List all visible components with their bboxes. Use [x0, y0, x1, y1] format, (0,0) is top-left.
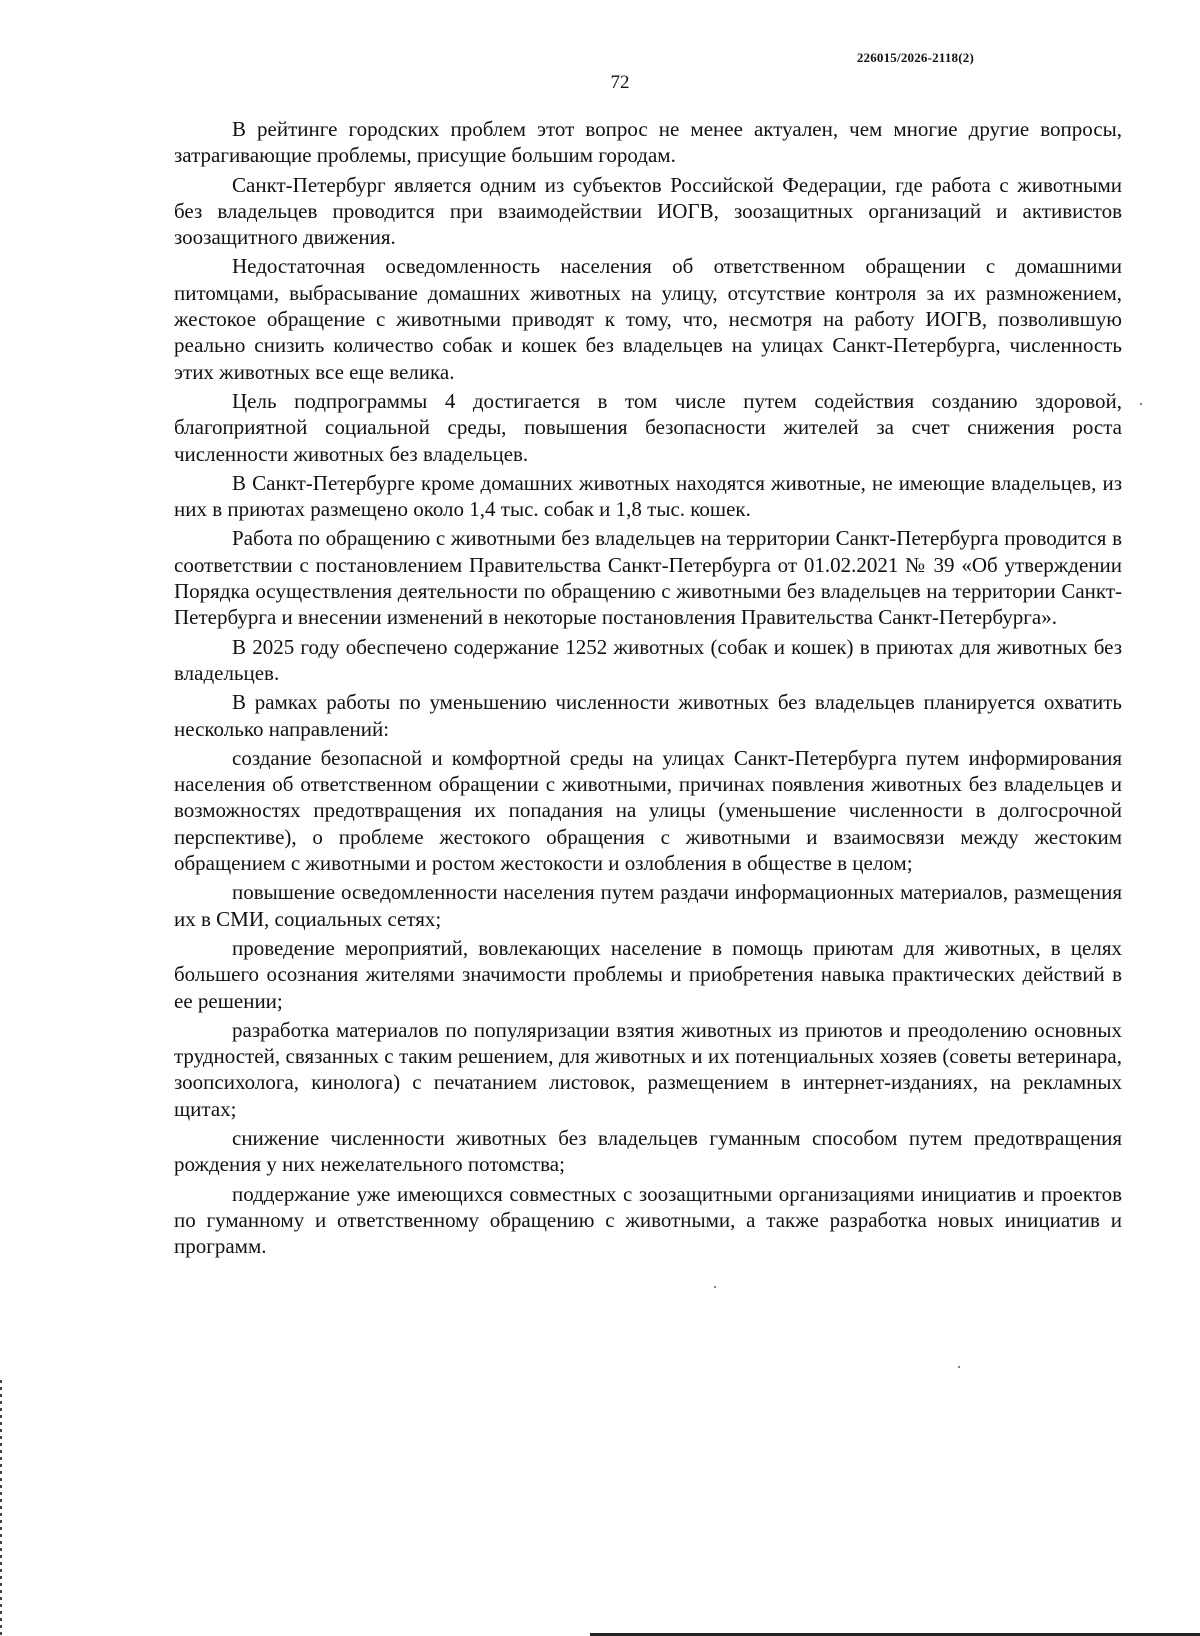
list-item: снижение численности животных без владельцев гуманным способом путем предотвращения рождения у них нежелательного потомства; — [174, 1125, 1122, 1177]
list-item: разработка материалов по популяризации взятия животных из приютов и преодолению основных трудностей, связанных с таким решением, для животных и их потенциальных хозяев (советы ветеринара, зоопсихолога, кинолога) с печатанием листовок, размещением в интернет-изданиях, на рекламных щитах; — [174, 1017, 1122, 1121]
list-item: поддержание уже имеющихся совместных с зоозащитными организациями инициатив и проектов по гуманному и ответственному обращению с животными, а также разработка новых инициатив и программ. — [174, 1181, 1122, 1259]
list-item: создание безопасной и комфортной среды на улицах Санкт-Петербурга путем информирования населения об ответственном обращении с животными, причинах появления животных без владельцев и возможностях предотвращения их попадания на улицы (уменьшение численности в долгосрочной перспективе), о проблеме жестокого обращения с животными и взаимосвязи между жестоким обращением с животными и ростом жестокости и озлобления в обществе в целом; — [174, 745, 1122, 876]
scan-edge-artifact — [0, 1380, 2, 1636]
document-body — [174, 116, 1122, 1262]
list-item: повышение осведомленности населения путем раздачи информационных материалов, размещения их в СМИ, социальных сетях; — [174, 880, 1122, 931]
list-item: проведение мероприятий, вовлекающих население в помощь приютам для животных, в целях большего осознания жителями значимости проблемы и приобретения навыка практических действий в ее решении; — [174, 935, 1122, 1013]
paragraph: Санкт-Петербург является одним из субъектов Российской Федерации, где работа с животными без владельцев проводится при взаимодействии ИОГВ, зоозащитных организаций и активистов зоозащитного движения. — [174, 172, 1122, 250]
paragraph: В рамках работы по уменьшению численности животных без владельцев планируется охватить несколько направлений: — [174, 690, 1122, 741]
paragraph: В 2025 году обеспечено содержание 1252 животных (собак и кошек) в приютах для животных без владельцев. — [174, 634, 1122, 685]
page-number: 72 — [610, 72, 630, 93]
paragraph: В рейтинге городских проблем этот вопрос не менее актуален, чем многие другие вопросы, затрагивающие проблемы, присущие большим городам. — [174, 117, 1122, 168]
paragraph: Цель подпрограммы 4 достигается в том числе путем содействия созданию здоровой, благоприятной социальной среды, повышения безопасности жителей за счет снижения роста численности животных без владельцев. — [174, 388, 1122, 466]
document-registration-number: 226015/2026-2118(2) — [856, 50, 974, 65]
scan-speck — [958, 1366, 960, 1368]
scan-speck — [1140, 403, 1142, 405]
paragraph: В Санкт-Петербурге кроме домашних животных находятся животные, не имеющие владельцев, из них в приютах размещено около 1,4 тыс. собак и 1,8 тыс. кошек. — [174, 470, 1122, 522]
paragraph: Работа по обращению с животными без владельцев на территории Санкт-Петербурга проводится в соответствии с постановлением Правительства Санкт-Петербурга от 01.02.2021 № 39 «Об утверждении Порядка осуществления деятельности по обращению с животными без владельцев на территории Санкт-Петербурга и внесении изменений в некоторые постановления Правительства Санкт-Петербурга». — [174, 526, 1122, 630]
scan-speck — [714, 1286, 716, 1288]
paragraph: Недостаточная осведомленность населения об ответственном обращении с домашними питомцами, выбрасывание домашних животных на улицу, отсутствие контроля за их размножением, жестокое обращение с животными приводят к тому, что, несмотря на работу ИОГВ, позволившую реально снизить количество собак и кошек без владельцев на улицах Санкт-Петербурга, численность этих животных все еще велика. — [174, 254, 1122, 384]
